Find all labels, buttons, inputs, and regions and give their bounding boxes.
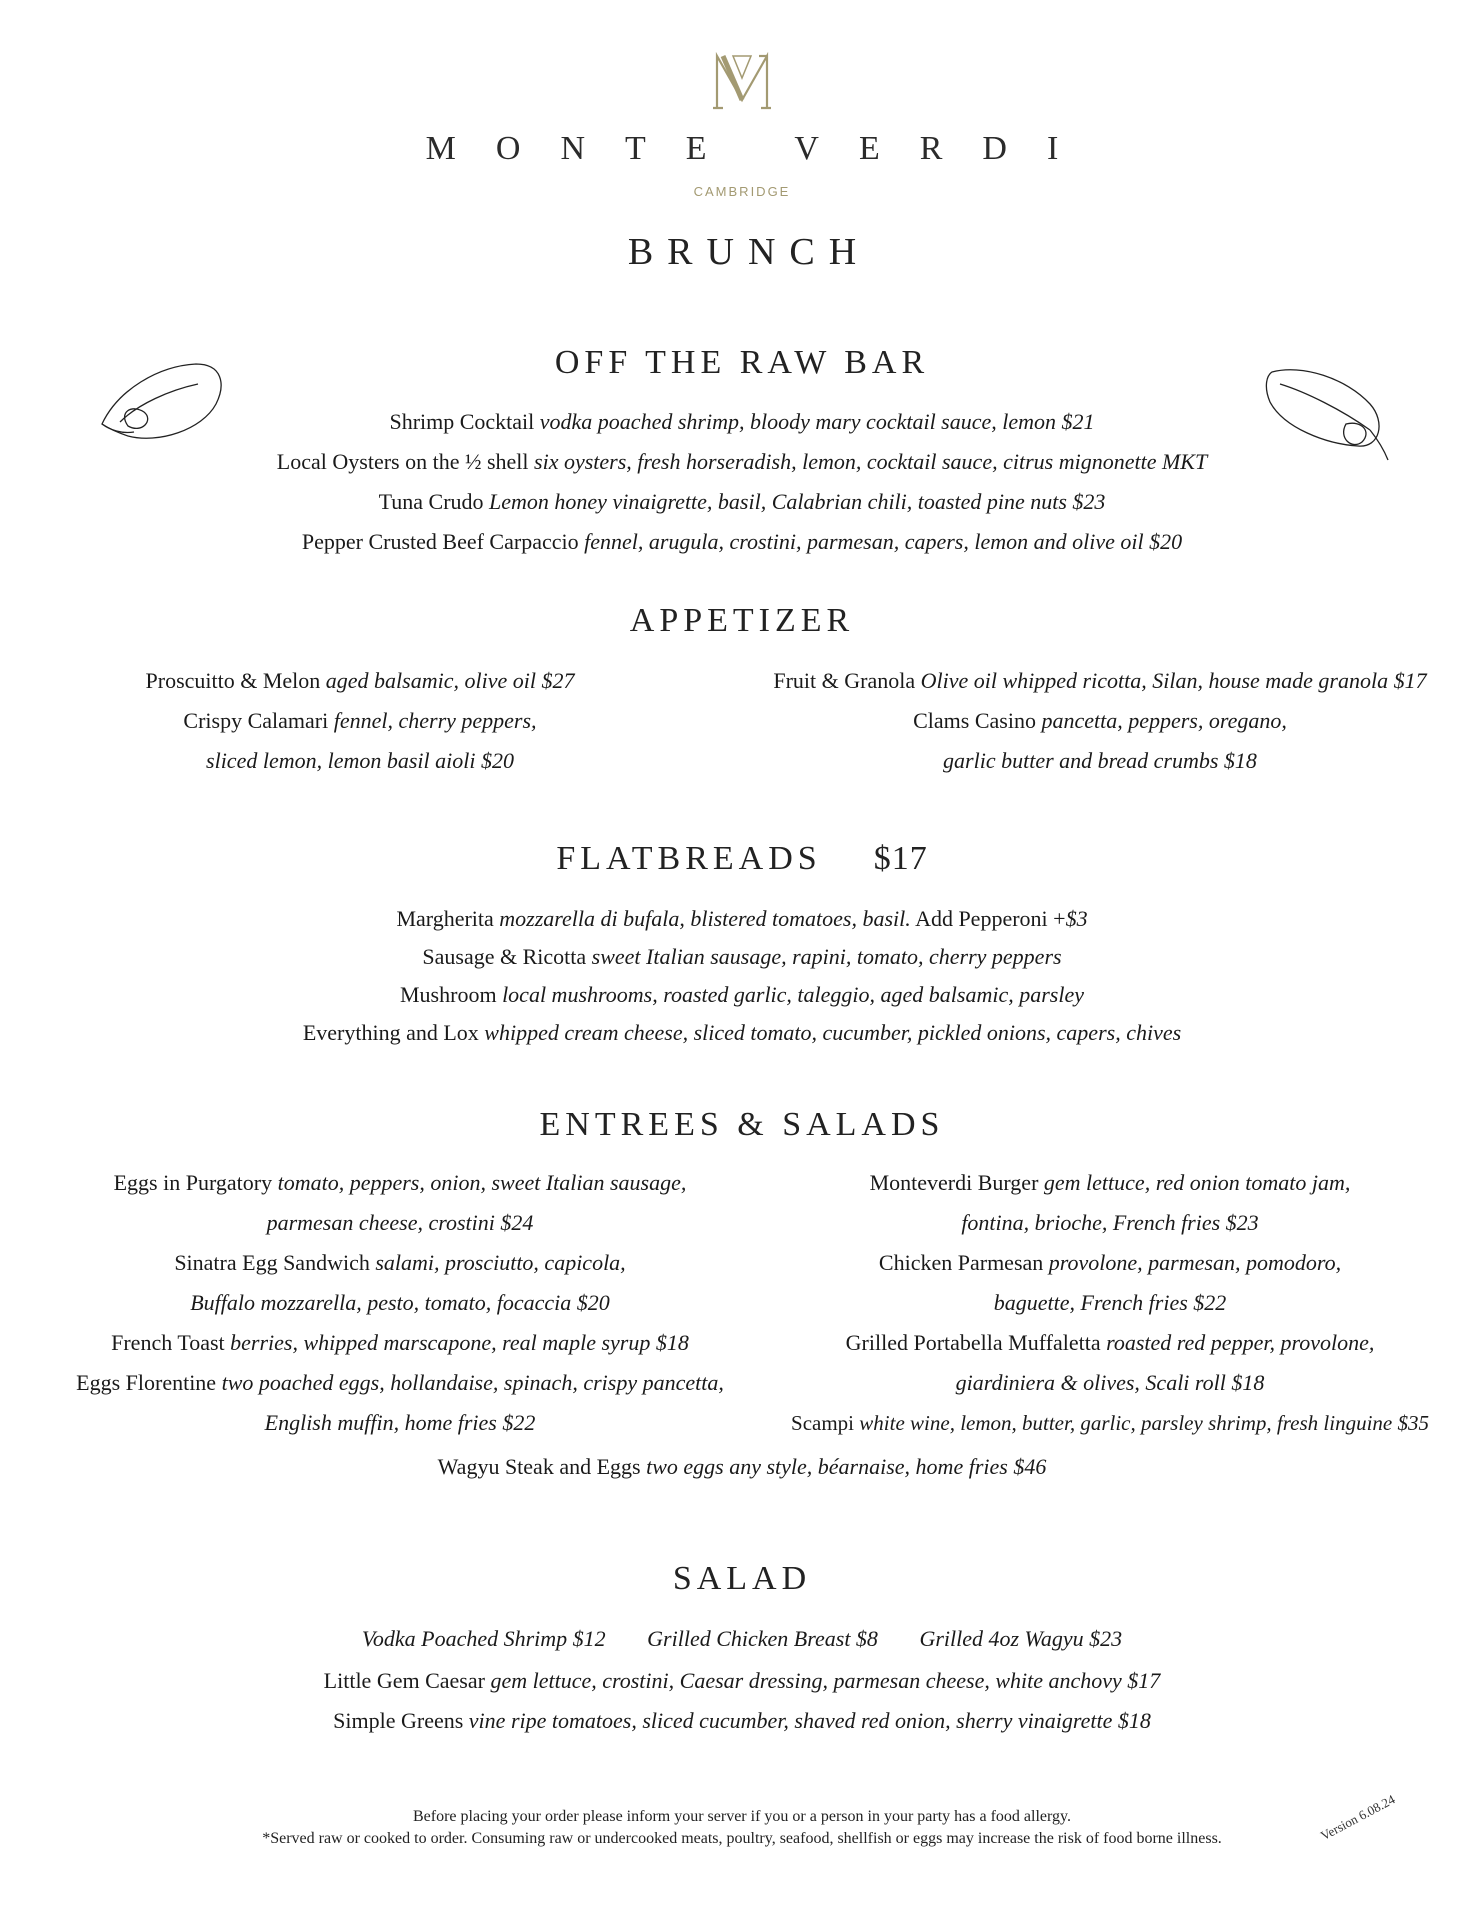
menu-item (0, 447, 1484, 477)
item-name: Simple Greens (333, 1708, 464, 1733)
item-description: giardiniera & olives, Scali roll $18 (955, 1370, 1265, 1395)
item-name: Sinatra Egg Sandwich (174, 1250, 370, 1275)
item-description-continued (40, 1208, 760, 1238)
item-name: Sausage & Ricotta (422, 944, 587, 969)
menu-item (740, 706, 1460, 736)
salad-addons (0, 1624, 1484, 1654)
item-description: vine ripe tomatoes, sliced cucumber, shaved red onion, sherry vinaigrette $18 (468, 1708, 1151, 1733)
item-description: two eggs any style, béarnaise, home fries $46 (646, 1454, 1047, 1479)
menu-item (0, 1018, 1484, 1048)
menu-item (0, 407, 1484, 437)
item-description: provolone, parmesan, pomodoro, (1048, 1250, 1342, 1275)
item-description: Lemon honey vinaigrette, basil, Calabrian chili, toasted pine nuts $23 (489, 489, 1106, 514)
section-heading-flatbreads (0, 840, 1484, 878)
section-heading-salad: SALAD (672, 1560, 812, 1597)
item-description: berries, whipped marscapone, real maple syrup $18 (230, 1330, 689, 1355)
item-description: six oysters, fresh horseradish, lemon, cocktail sauce, citrus mignonette MKT (534, 449, 1208, 474)
section-title: FLATBREADS (556, 840, 822, 877)
brand-name: MONTE VERDI (425, 130, 1099, 167)
menu-item (770, 1328, 1450, 1358)
item-name: Monteverdi Burger (869, 1170, 1039, 1195)
monte-verdi-logo (0, 52, 1484, 115)
item-description: two poached eggs, hollandaise, spinach, crispy pancetta, (221, 1370, 724, 1395)
menu-item (770, 1248, 1450, 1278)
item-name: Little Gem Caesar (323, 1668, 485, 1693)
menu-item (40, 666, 680, 696)
menu-item (0, 980, 1484, 1010)
item-description: gem lettuce, red onion tomato jam, (1043, 1170, 1351, 1195)
item-description: gem lettuce, crostini, Caesar dressing, parmesan cheese, white anchovy $17 (490, 1668, 1161, 1693)
menu-item (0, 487, 1484, 517)
item-description: tomato, peppers, onion, sweet Italian sausage, (277, 1170, 687, 1195)
item-description: fennel, arugula, crostini, parmesan, capers, lemon and olive oil $20 (584, 529, 1183, 554)
item-description: pancetta, peppers, oregano, (1041, 708, 1287, 733)
menu-title: BRUNCH (627, 231, 871, 273)
menu-item (0, 942, 1484, 972)
item-name: Local Oysters on the ½ shell (276, 449, 529, 474)
menu-item (0, 1452, 1484, 1482)
menu-item (0, 527, 1484, 557)
section-heading-raw-bar: OFF THE RAW BAR (554, 344, 930, 381)
item-description: whipped cream cheese, sliced tomato, cucumber, pickled onions, capers, chives (484, 1020, 1182, 1045)
item-name: Eggs in Purgatory (113, 1170, 273, 1195)
item-description: sweet Italian sausage, rapini, tomato, cherry peppers (591, 944, 1062, 969)
menu-item (0, 904, 1484, 934)
item-description: vodka poached shrimp, bloody mary cocktail sauce, lemon $21 (539, 409, 1095, 434)
menu-item (0, 1666, 1484, 1696)
item-extra-price: $3 (1065, 906, 1088, 931)
menu-item (740, 666, 1460, 696)
item-description: mozzarella di bufala, blistered tomatoes, basil. (499, 906, 911, 931)
item-description-continued (770, 1288, 1450, 1318)
item-description: garlic butter and bread crumbs $18 (943, 748, 1257, 773)
item-name: Crispy Calamari (183, 708, 329, 733)
item-name: Everything and Lox (302, 1020, 479, 1045)
item-description: English muffin, home fries $22 (264, 1410, 536, 1435)
item-name: Margherita (396, 906, 494, 931)
item-name: Proscuitto & Melon (145, 668, 321, 693)
brand-location: CAMBRIDGE (693, 184, 791, 199)
item-description: aged balsamic, olive oil $27 (325, 668, 575, 693)
item-extra: Add Pepperoni + (915, 906, 1066, 931)
item-description: parmesan cheese, crostini $24 (266, 1210, 534, 1235)
item-description: fennel, cherry peppers, (333, 708, 537, 733)
item-name: Tuna Crudo (378, 489, 484, 514)
item-description: Buffalo mozzarella, pesto, tomato, focaccia $20 (190, 1290, 610, 1315)
item-description-continued (770, 1368, 1450, 1398)
menu-item (40, 706, 680, 736)
addon-item: Grilled Chicken Breast $8 (647, 1626, 878, 1651)
menu-item (40, 1328, 760, 1358)
item-description-continued (740, 746, 1460, 776)
item-name: Scampi (791, 1411, 855, 1435)
item-description-continued (770, 1208, 1450, 1238)
item-name: Wagyu Steak and Eggs (437, 1454, 641, 1479)
menu-item (40, 1368, 760, 1398)
item-description: sliced lemon, lemon basil aioli $20 (206, 748, 514, 773)
item-description: roasted red pepper, provolone, (1106, 1330, 1375, 1355)
raw-food-warning: *Served raw or cooked to order. Consuming raw or undercooked meats, poultry, seafood, shellfish or eggs may increase the risk of food borne illness. (262, 1830, 1222, 1847)
item-description: local mushrooms, roasted garlic, taleggio, aged balsamic, parsley (502, 982, 1084, 1007)
version-label: Version 6.08.24 (1318, 1791, 1398, 1844)
menu-item (40, 1248, 760, 1278)
item-name: French Toast (111, 1330, 225, 1355)
menu-item (770, 1408, 1450, 1438)
item-name: Clams Casino (913, 708, 1036, 733)
item-name: Grilled Portabella Muffaletta (845, 1330, 1101, 1355)
item-description: fontina, brioche, French fries $23 (961, 1210, 1259, 1235)
item-description-continued (40, 1408, 760, 1438)
item-description: Olive oil whipped ricotta, Silan, house made granola $17 (920, 668, 1427, 693)
item-description: baguette, French fries $22 (993, 1290, 1227, 1315)
item-name: Mushroom (400, 982, 497, 1007)
section-heading-entrees: ENTREES & SALADS (539, 1106, 945, 1143)
item-description-continued (40, 1288, 760, 1318)
item-name: Shrimp Cocktail (389, 409, 535, 434)
item-description: white wine, lemon, butter, garlic, parsley shrimp, fresh linguine $35 (859, 1411, 1429, 1435)
item-name: Eggs Florentine (76, 1370, 217, 1395)
section-price: $17 (873, 840, 928, 877)
item-description-continued (40, 746, 680, 776)
addon-item: Grilled 4oz Wagyu $23 (919, 1626, 1123, 1651)
item-name: Chicken Parmesan (878, 1250, 1044, 1275)
mv-monogram-icon (707, 52, 777, 110)
menu-item (40, 1168, 760, 1198)
menu-item (0, 1706, 1484, 1736)
menu-item (770, 1168, 1450, 1198)
item-name: Pepper Crusted Beef Carpaccio (301, 529, 579, 554)
addon-item: Vodka Poached Shrimp $12 (361, 1626, 606, 1651)
allergy-notice: Before placing your order please inform your server if you or a person in your party has a food allergy. (412, 1808, 1071, 1825)
item-name: Fruit & Granola (773, 668, 916, 693)
section-heading-appetizer: APPETIZER (629, 602, 855, 639)
item-description: salami, prosciutto, capicola, (375, 1250, 626, 1275)
